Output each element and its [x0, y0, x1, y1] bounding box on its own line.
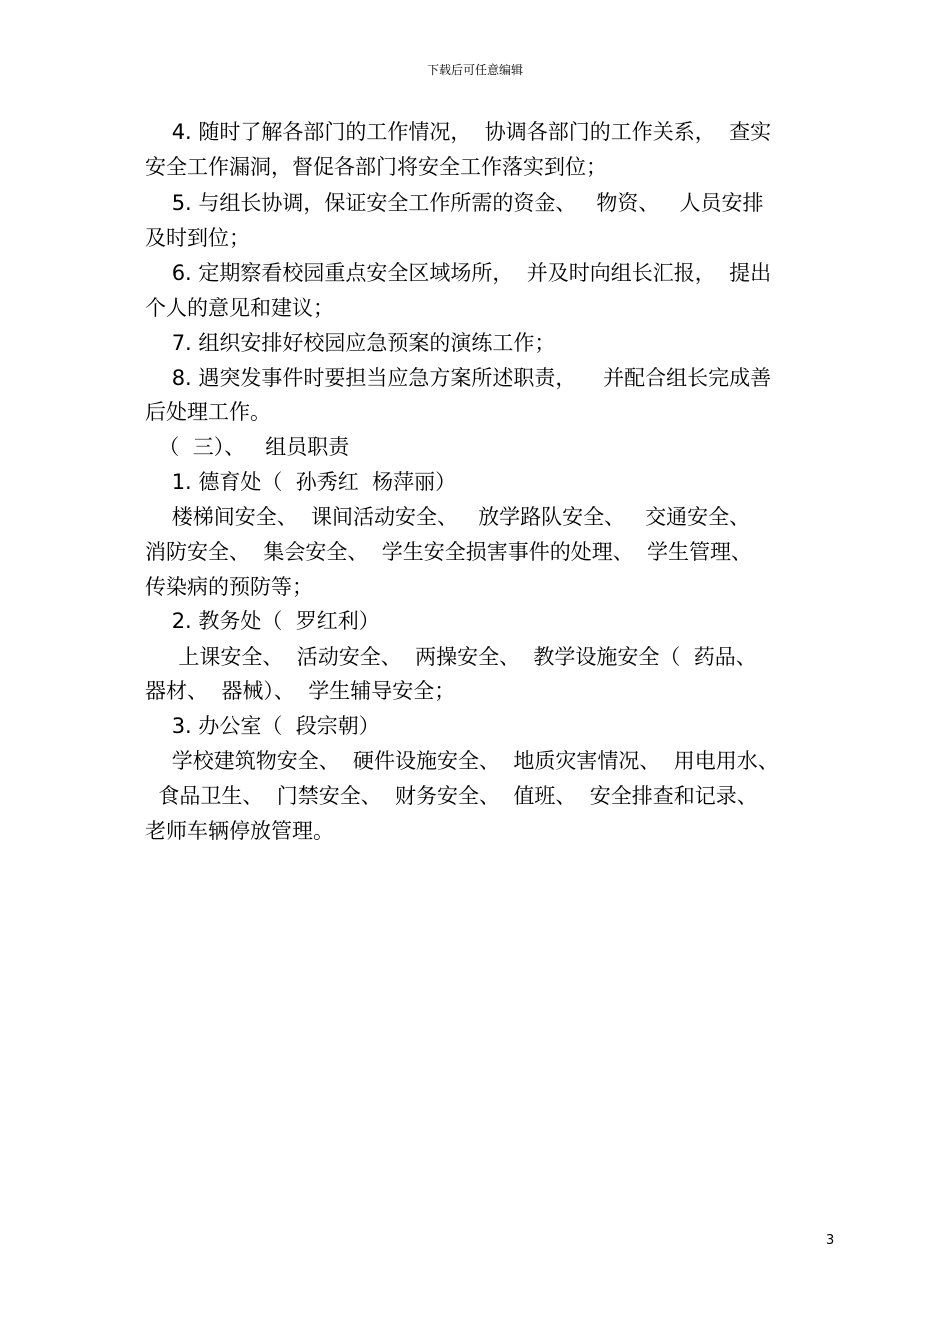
text-line-18: 3. 办公室（ 段宗朝）: [145, 714, 380, 738]
page-header: 下载后可任意编辑: [426, 63, 523, 77]
text-line-15: 2. 教务处（ 罗红利）: [145, 609, 380, 633]
text-line-5: 6. 定期察看校园重点安全区域场所， 并及时向组长汇报， 提出: [145, 261, 772, 285]
page-number: 3: [826, 1233, 835, 1248]
text-line-7: 7. 组织安排好校园应急预案的演练工作；: [145, 331, 556, 355]
text-line-13: 消防安全、 集会安全、 学生安全损害事件的处理、 学生管理、: [145, 540, 753, 564]
text-line-17: 器材、 器械）、 学生辅导安全；: [145, 679, 456, 703]
text-line-16: 上课安全、 活动安全、 两操安全、 教学设施安全（ 药品、: [145, 645, 757, 669]
text-line-8: 8. 遇突发事件时要担当应急方案所述职责， 并配合组长完成善: [145, 366, 772, 390]
text-line-14: 传染病的预防等；: [145, 575, 313, 599]
text-line-19: 学校建筑物安全、 硬件设施安全、 地质灾害情况、 用电用水、: [145, 749, 779, 773]
section-heading: （ 三）、 组员职责: [145, 435, 350, 459]
text-line-4: 及时到位；: [145, 226, 250, 250]
text-line-3: 5. 与组长协调，保证安全工作所需的资金、 物资、 人员安排: [145, 191, 764, 215]
text-line-11: 1. 德育处（ 孙秀红 杨萍丽）: [145, 470, 457, 494]
text-line-6: 个人的意见和建议；: [145, 296, 334, 320]
text-line-9: 后处理工作。: [145, 400, 271, 424]
text-line-20: 食品卫生、 门禁安全、 财务安全、 值班、 安全排查和记录、: [145, 784, 758, 808]
text-line-1: 4. 随时了解各部门的工作情况， 协调各部门的工作关系， 查实: [145, 120, 772, 144]
text-line-2: 安全工作漏洞，督促各部门将安全工作落实到位；: [145, 155, 607, 179]
text-line-12: 楼梯间安全、 课间活动安全、 放学路队安全、 交通安全、: [145, 505, 751, 529]
text-line-21: 老师车辆停放管理。: [145, 819, 334, 843]
